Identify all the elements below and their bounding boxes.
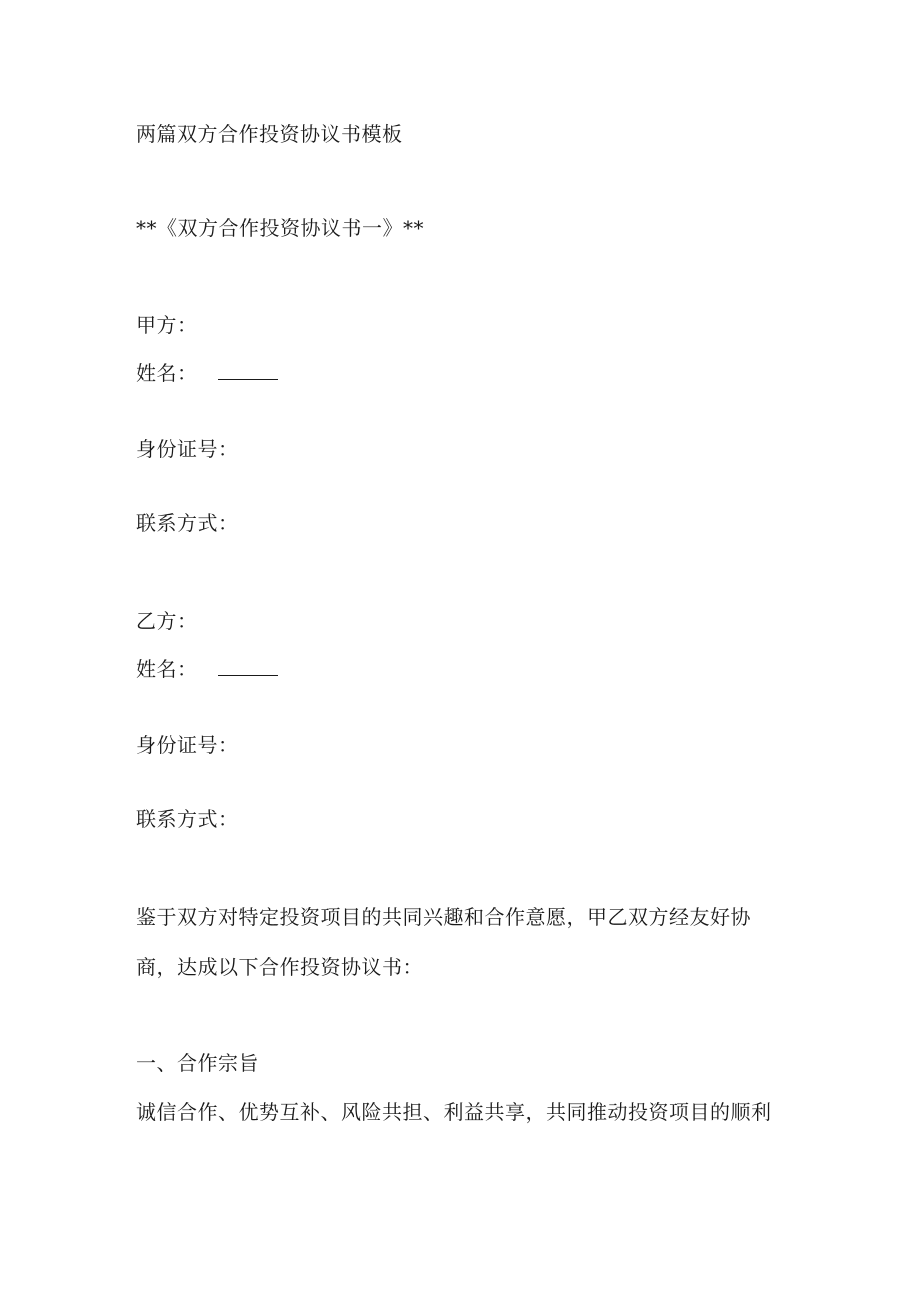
party-b-id-label: 身份证号：	[136, 733, 239, 757]
party-b-name-blank	[218, 657, 278, 676]
preamble-line-1: 鉴于双方对特定投资项目的共同兴趣和合作意愿，甲乙双方经友好协	[136, 905, 751, 929]
party-b-contact-label: 联系方式：	[136, 807, 239, 831]
party-a-id-label: 身份证号：	[136, 437, 239, 461]
party-b-name-row	[136, 657, 278, 681]
party-a-label: 甲方：	[136, 313, 198, 337]
agreement-subtitle: **《双方合作投资协议书一》**	[136, 216, 424, 240]
party-b-name-label: 姓名：	[136, 657, 198, 681]
party-a-name-label: 姓名：	[136, 361, 198, 385]
section-1-text: 诚信合作、优势互补、风险共担、利益共享，共同推动投资项目的顺利	[136, 1100, 772, 1124]
party-a-contact-label: 联系方式：	[136, 511, 239, 535]
party-a-name-row	[136, 361, 278, 385]
section-1-heading: 一、合作宗旨	[136, 1051, 259, 1075]
party-a-name-blank	[218, 361, 278, 380]
preamble-line-2: 商，达成以下合作投资协议书：	[136, 955, 423, 979]
document-title: 两篇双方合作投资协议书模板	[136, 122, 403, 146]
party-b-label: 乙方：	[136, 609, 198, 633]
